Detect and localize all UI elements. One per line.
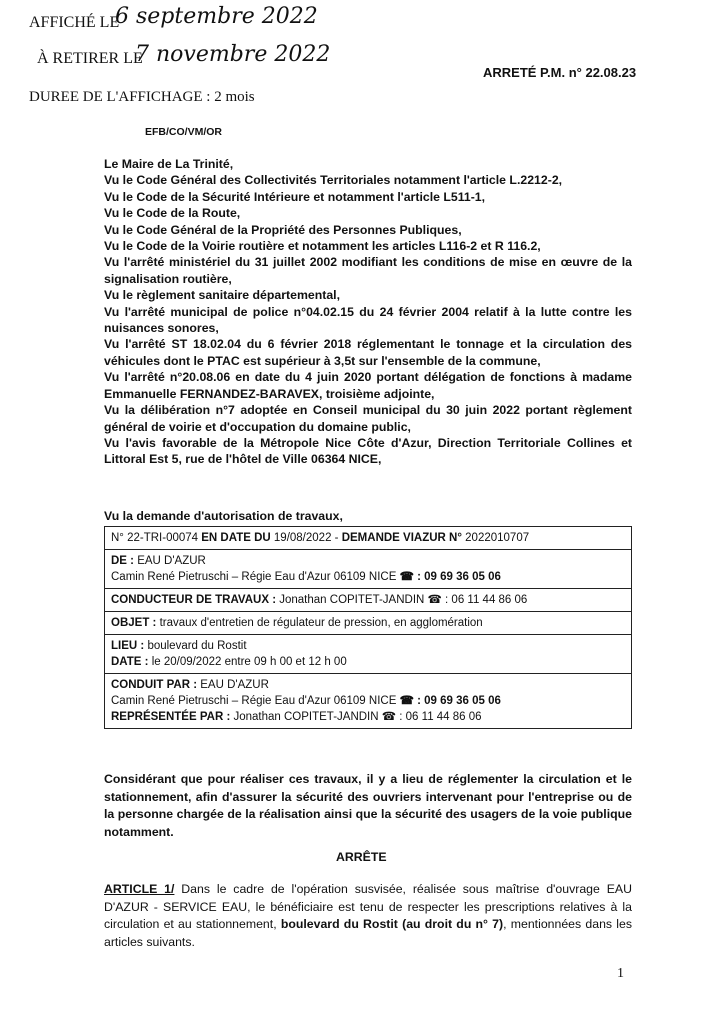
lieu-label: LIEU : [111,640,145,652]
considerant-paragraph: Considérant que pour réaliser ces travaux, il y a lieu de réglementer la circulation et le stationnement, afin d'assurer la sécurité des ouvriers intervenant pour l'entreprise ou de la personne chargée de la réalisation ainsi que la sécurité des usagers de la voie publique notamment. [104,772,632,839]
de-phone: ☎ : 09 69 36 05 06 [399,571,501,583]
preamble-line: Vu l'avis favorable de la Métropole Nice Côte d'Azur, Direction Territoriale Collines et Littoral Est 5, rue de l'hôtel de Ville 06364 NICE, [104,435,632,467]
arrete-number: ARRETÉ P.M. n° 22.08.23 [483,65,637,80]
request-info-box [104,526,632,729]
request-header-row: N° 22-TRI-00074 EN DATE DU 19/08/2022 - DEMANDE VIAZUR N° 2022010707 [105,527,631,550]
duree-affichage: DUREE DE L'AFFICHAGE : 2 mois [29,89,255,105]
preamble-line: Vu le Code de la Sécurité Intérieure et notamment l'article L511-1, [104,189,486,204]
preamble-line: Vu l'arrêté ST 18.02.04 du 6 février 2018 réglementant le tonnage et la circulation des véhicules dont le PTAC est supérieur à 3,5t sur l'ensemble de la commune, [104,337,632,368]
en-date-value: 19/08/2022 [273,532,332,544]
article-1 [104,881,632,951]
demande-line: Vu la demande d'autorisation de travaux, [104,509,343,523]
conducteur-row [105,589,631,612]
lieu-date-row [105,635,631,674]
preamble-line: Vu le Code Général des Collectivités Territoriales notamment l'article L.2212-2, [104,173,563,188]
retirer-date-handwritten: 7 novembre 2022 [135,42,331,67]
conducteur-value: Jonathan COPITET-JANDIN ☎ : 06 11 44 86 06 [279,594,528,606]
preamble-line: Vu l'arrêté municipal de police n°04.02.15 du 24 février 2004 relatif à la lutte contre les nuisances sonores, [104,304,632,336]
retirer-label: À RETIRER LE [37,50,143,67]
demande-viazur-label: DEMANDE VIAZUR N° [341,532,462,544]
affiche-date-handwritten: 6 septembre 2022 [115,4,318,29]
preamble [104,156,632,468]
date-label: DATE : [111,656,149,668]
conduit-phone: ☎ : 09 69 36 05 06 [399,695,501,707]
reference-code: EFB/CO/VM/OR [145,126,223,138]
objet-value: travaux d'entretien de régulateur de pression, en agglomération [159,617,483,629]
conduit-value: EAU D'AZUR [200,679,269,691]
request-number: N° 22-TRI-00074 [111,532,199,544]
page-number: 1 [617,966,624,981]
preamble-line: Vu l'arrêté ministériel du 31 juillet 2002 modifiant les conditions de mise en œuvre de la signalisation routière, [104,255,632,286]
preamble-line: Le Maire de La Trinité, [104,157,234,171]
represente-value: Jonathan COPITET-JANDIN ☎ : 06 11 44 86 06 [233,711,482,723]
represente-label: REPRÉSENTÉE PAR : [111,711,231,723]
conducteur-label: CONDUCTEUR DE TRAVAUX : [111,594,277,606]
demande-viazur-num: 2022010707 [465,532,530,544]
article-1-text-end: , mentionnées dans les articles suivants. [104,917,632,949]
preamble-line: Vu le Code de la Voirie routière et notamment les articles L116-2 et R 116.2, [104,239,541,254]
arrete-heading: ARRÊTE [336,850,387,864]
objet-label: OBJET : [111,617,157,629]
preamble-line: Vu le règlement sanitaire départemental, [104,288,341,303]
preamble-line: Vu l'arrêté n°20.08.06 en date du 4 juin 2020 portant délégation de fonctions à madame Emmanuelle FERNANDEZ-BARAVEX, troisième adjointe, [104,370,632,401]
conduit-label: CONDUIT PAR : [111,679,198,691]
article-1-text: Dans le cadre de l'opération susvisée, réalisée sous maîtrise d'ouvrage EAU D'AZUR - SERVICE EAU, le bénéficiaire est tenu de respecter les prescriptions relatives à la circulation et au stationnement, [104,882,632,931]
date-value: le 20/09/2022 entre 09 h 00 et 12 h 00 [151,656,347,668]
de-label: DE : [111,555,134,567]
article-1-label: ARTICLE 1/ [104,882,175,896]
lieu-value: boulevard du Rostit [147,640,247,652]
preamble-line: Vu le Code de la Route, [104,206,241,221]
preamble-line: Vu le Code Général de la Propriété des Personnes Publiques, [104,222,462,237]
de-value: EAU D'AZUR [137,555,206,567]
de-address: Camin René Pietruschi – Régie Eau d'Azur 06109 NICE [111,571,397,583]
affiche-label: AFFICHÉ LE [29,14,120,31]
conduit-row [105,674,631,728]
article-1-location: boulevard du Rostit (au droit du n° 7) [280,917,504,931]
objet-row [105,612,631,635]
en-date-label: EN DATE DU [201,532,271,544]
preamble-line: Vu la délibération n°7 adoptée en Conseil municipal du 30 juin 2022 portant règlement général de voirie et d'occupation du domaine public, [104,403,632,434]
conduit-address: Camin René Pietruschi – Régie Eau d'Azur 06109 NICE [111,695,397,707]
de-row [105,550,631,589]
